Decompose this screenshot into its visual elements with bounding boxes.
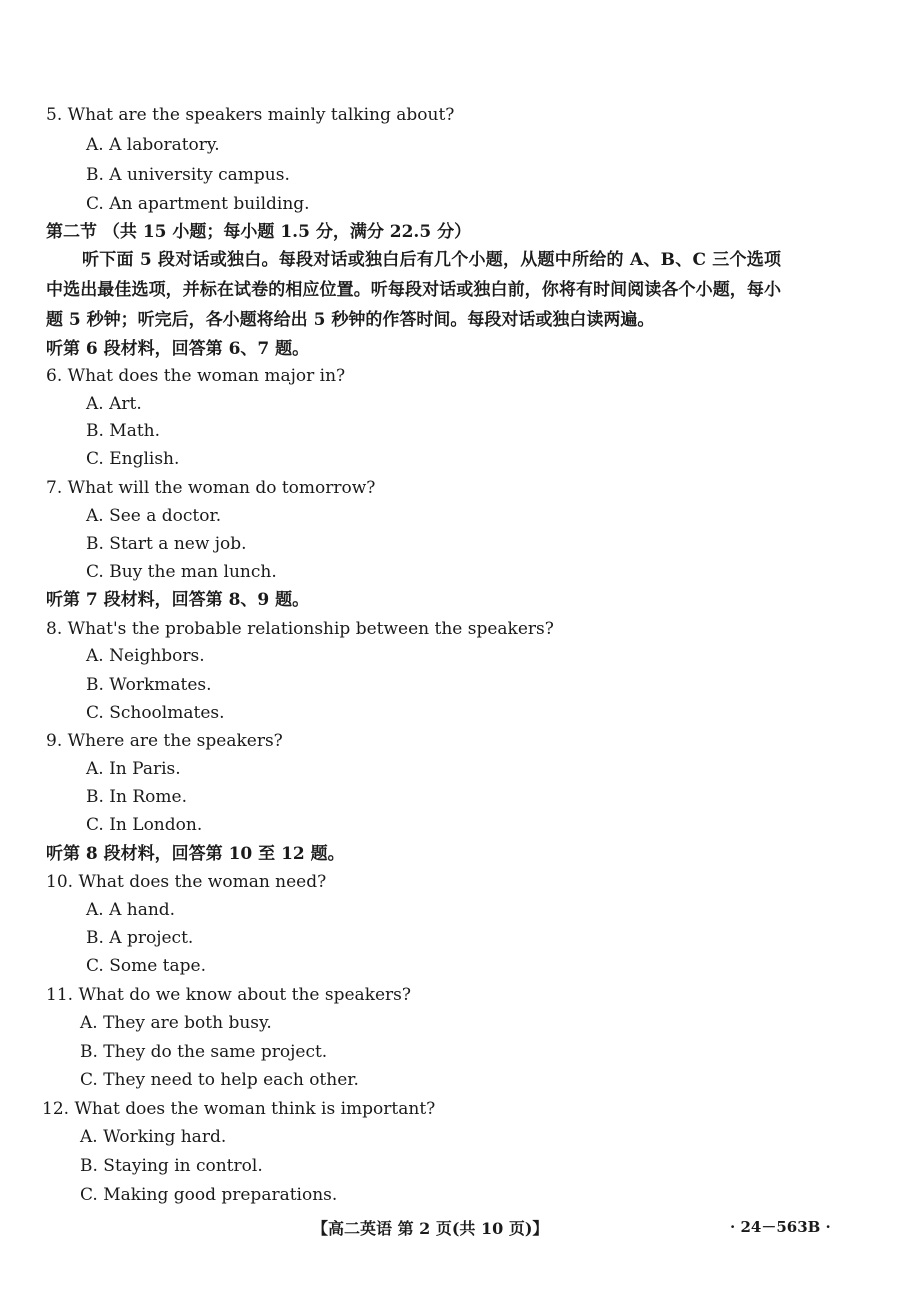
option-12b: B. Staying in control. [80, 1156, 263, 1176]
option-12c: C. Making good preparations. [80, 1185, 338, 1205]
option-6a: A. Art. [86, 394, 142, 414]
question-5: 5. What are the speakers mainly talking about? [46, 105, 455, 125]
question-9: 9. Where are the speakers? [46, 731, 283, 751]
option-7b: B. Start a new job. [86, 534, 247, 554]
page-footer: 【高二英语 第 2 页(共 10 页)】 [312, 1219, 549, 1238]
option-8c: C. Schoolmates. [86, 703, 225, 723]
part-7-heading: 听第 7 段材料，回答第 8、9 题。 [46, 590, 310, 610]
part-8-heading: 听第 8 段材料，回答第 10 至 12 题。 [46, 844, 345, 864]
option-10c: C. Some tape. [86, 956, 206, 976]
question-8: 8. What's the probable relationship between the speakers? [46, 619, 554, 639]
question-6: 6. What does the woman major in? [46, 366, 346, 386]
option-6b: B. Math. [86, 421, 161, 441]
option-9b: B. In Rome. [86, 787, 187, 807]
option-11c: C. They need to help each other. [80, 1070, 359, 1090]
option-5a: A. A laboratory. [86, 135, 220, 155]
question-11: 11. What do we know about the speakers? [46, 985, 412, 1005]
section-title: 第二节 （共 15 小题；每小题 1.5 分，满分 22.5 分） [46, 222, 472, 242]
question-7: 7. What will the woman do tomorrow? [46, 478, 376, 498]
option-8a: A. Neighbors. [86, 646, 205, 666]
option-10a: A. A hand. [86, 900, 176, 920]
option-6c: C. English. [86, 449, 180, 469]
section-instructions: 听下面 5 段对话或独白。每段对话或独白后有几个小题，从题中所给的 A、B、C 三个选项中选出最佳选项，并标在试卷的相应位置。听每段对话或独白前，你将有时间阅读各个小题，每小题 5 秒钟；听完后，各小题将给出 5 秒钟的作答时间。每段对话或独白读两遍。 [46, 250, 781, 330]
option-9c: C. In London. [86, 815, 203, 835]
option-5b: B. A university campus. [86, 165, 290, 185]
exam-code: · 24－563B · [730, 1218, 831, 1236]
part-6-heading: 听第 6 段材料，回答第 6、7 题。 [46, 339, 310, 359]
option-11a: A. They are both busy. [80, 1013, 272, 1033]
question-10: 10. What does the woman need? [46, 872, 327, 892]
option-5c: C. An apartment building. [86, 194, 310, 214]
option-8b: B. Workmates. [86, 675, 212, 695]
option-9a: A. In Paris. [86, 759, 181, 779]
option-10b: B. A project. [86, 928, 194, 948]
option-11b: B. They do the same project. [80, 1042, 328, 1062]
option-12a: A. Working hard. [80, 1127, 227, 1147]
option-7c: C. Buy the man lunch. [86, 562, 277, 582]
option-7a: A. See a doctor. [86, 506, 222, 526]
question-12: 12. What does the woman think is important? [42, 1099, 436, 1119]
